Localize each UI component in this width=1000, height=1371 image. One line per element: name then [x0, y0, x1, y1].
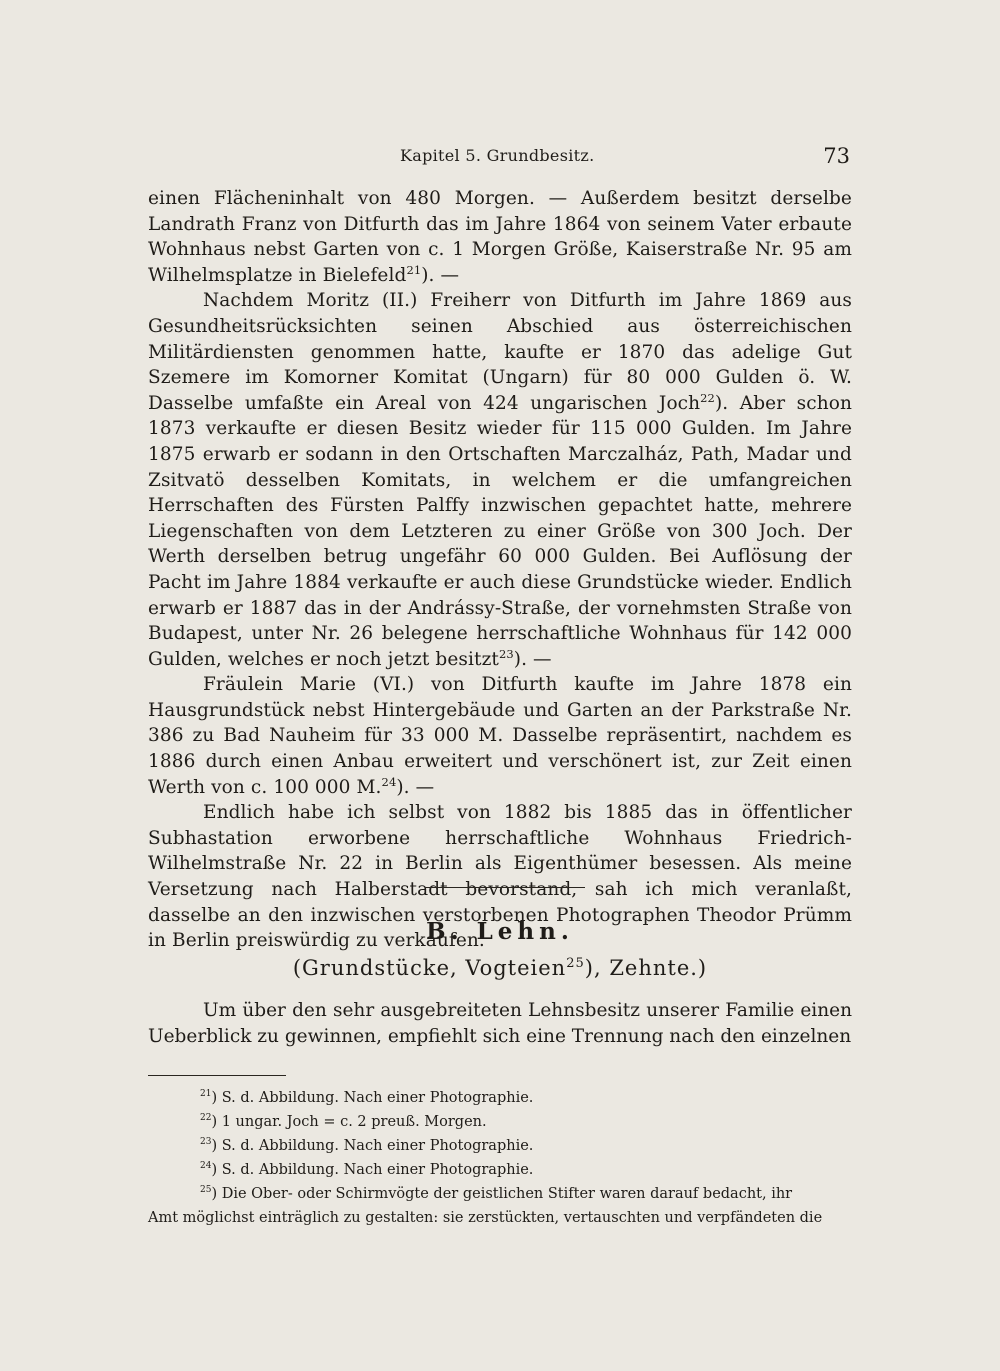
- paragraph-2: Nachdem Moritz (II.) Freiherr von Ditfurth im Jahre 1869 aus Gesundheitsrücksichten seinen Abschied aus österreichischen Militärdiensten genommen hatte, kaufte er 1870 das adelige Gut Szemere im Komorner Komitat (Ungarn) für 80 000 Gulden ö. W. Dasselbe umfaßte ein Areal von 424 ungarischen Joch$^{22}$). Aber schon 1873 verkaufte er diesen Besitz wieder für 115 000 Gulden. Im Jahre 1875 erwarb er sodann in den Ortschaften Marczalház, Path, Madar und Zsitvatö desselben Komitats, in welchem er die umfangreichen Herrschaften des Fürsten Palffy inzwischen gepachtet hatte, mehrere Liegenschaften von dem Letzteren zu einer Größe von 300 Joch. Der Werth derselben betrug ungefähr 60 000 Gulden. Bei Auflösung der Pacht im Jahre 1884 verkaufte er auch diese Grundstücke wieder. Endlich erwarb er 1887 das in der Andrássy-Straße, der vornehmsten Straße von Budapest, unter Nr. 26 belegene herrschaftliche Wohnhaus für 142 000 Gulden, welches er noch jetzt besitzt$^{23}$). —: [148, 290, 852, 670]
- footnote-ref: 22: [700, 390, 715, 405]
- page-header: [150, 146, 850, 172]
- text-run: ). —: [513, 648, 552, 670]
- footnote-ref: 24: [381, 774, 397, 789]
- paragraph-3: Fräulein Marie (VI.) von Ditfurth kaufte im Jahre 1878 ein Hausgrundstück nebst Hintergebäude und Garten an der Parkstraße Nr. 386 zu Bad Nauheim für 33 000 M. Dasselbe repräsentirt, nachdem es 1886 durch einen Anbau erweitert und verschönert ist, zur Zeit einen Werth von c. 100 000 M.$^{24}$). —: [148, 674, 852, 798]
- section-paragraph: Um über den sehr ausgebreiteten Lehnsbesitz unserer Familie einen Ueberblick zu gewinnen, empfiehlt sich eine Trennung nach den einzelnen: [148, 1000, 852, 1047]
- running-head: Kapitel 5. Grundbesitz.: [400, 146, 595, 165]
- footnote-21: $^{21}$) S. d. Abbildung. Nach einer Photographie.: [200, 1089, 534, 1106]
- footnote-ref: 25: [566, 956, 585, 971]
- footnote-24: $^{24}$) S. d. Abbildung. Nach einer Photographie.: [200, 1161, 534, 1178]
- section-divider: [425, 887, 585, 888]
- paragraph-1: einen Flächeninhalt von 480 Morgen. — Außerdem besitzt derselbe Landrath Franz von Ditfurth das im Jahre 1864 von seinem Vater erbaute Wohnhaus nebst Garten von c. 1 Morgen Größe, Kaiserstraße Nr. 95 am Wilhelmsplatze in Bielefeld$^{21}$). —: [148, 188, 852, 286]
- page-number: 73: [823, 144, 850, 168]
- footnote-rule: [148, 1075, 286, 1076]
- main-text: [148, 186, 852, 954]
- footnotes: [148, 1086, 852, 1230]
- section-subtitle: (Grundstücke, Vogteien$^{25}$), Zehnte.): [292, 956, 708, 980]
- section-title: B. Lehn.: [426, 918, 574, 945]
- section-text: [148, 998, 852, 1050]
- footnote-23: $^{23}$) S. d. Abbildung. Nach einer Photographie.: [200, 1137, 534, 1154]
- paragraph-4: Endlich habe ich selbst von 1882 bis 1885 das in öffentlicher Subhastation erworbene herrschaftliche Wohnhaus Friedrich-Wilhelmstraße Nr. 22 in Berlin als Eigenthümer besessen. Als meine Versetzung nach Halberstadt bevorstand, sah ich mich veranlaßt, dasselbe an den inzwischen verstorbenen Photographen Theodor Prümm in Berlin preiswürdig zu verkaufen.: [148, 802, 852, 952]
- footnote-25: $^{25}$) Die Ober- oder Schirmvögte der geistlichen Stifter waren darauf bedacht, ihr: [200, 1185, 793, 1202]
- footnote-22: $^{22}$) 1 ungar. Joch = c. 2 preuß. Morgen.: [200, 1113, 487, 1130]
- footnote-ref: 23: [498, 646, 514, 661]
- footnote-25-continuation: Amt möglichst einträglich zu gestalten: sie zerstückten, vertauschten und verpfändeten die: [148, 1210, 823, 1226]
- footnote-ref: 21: [406, 262, 422, 277]
